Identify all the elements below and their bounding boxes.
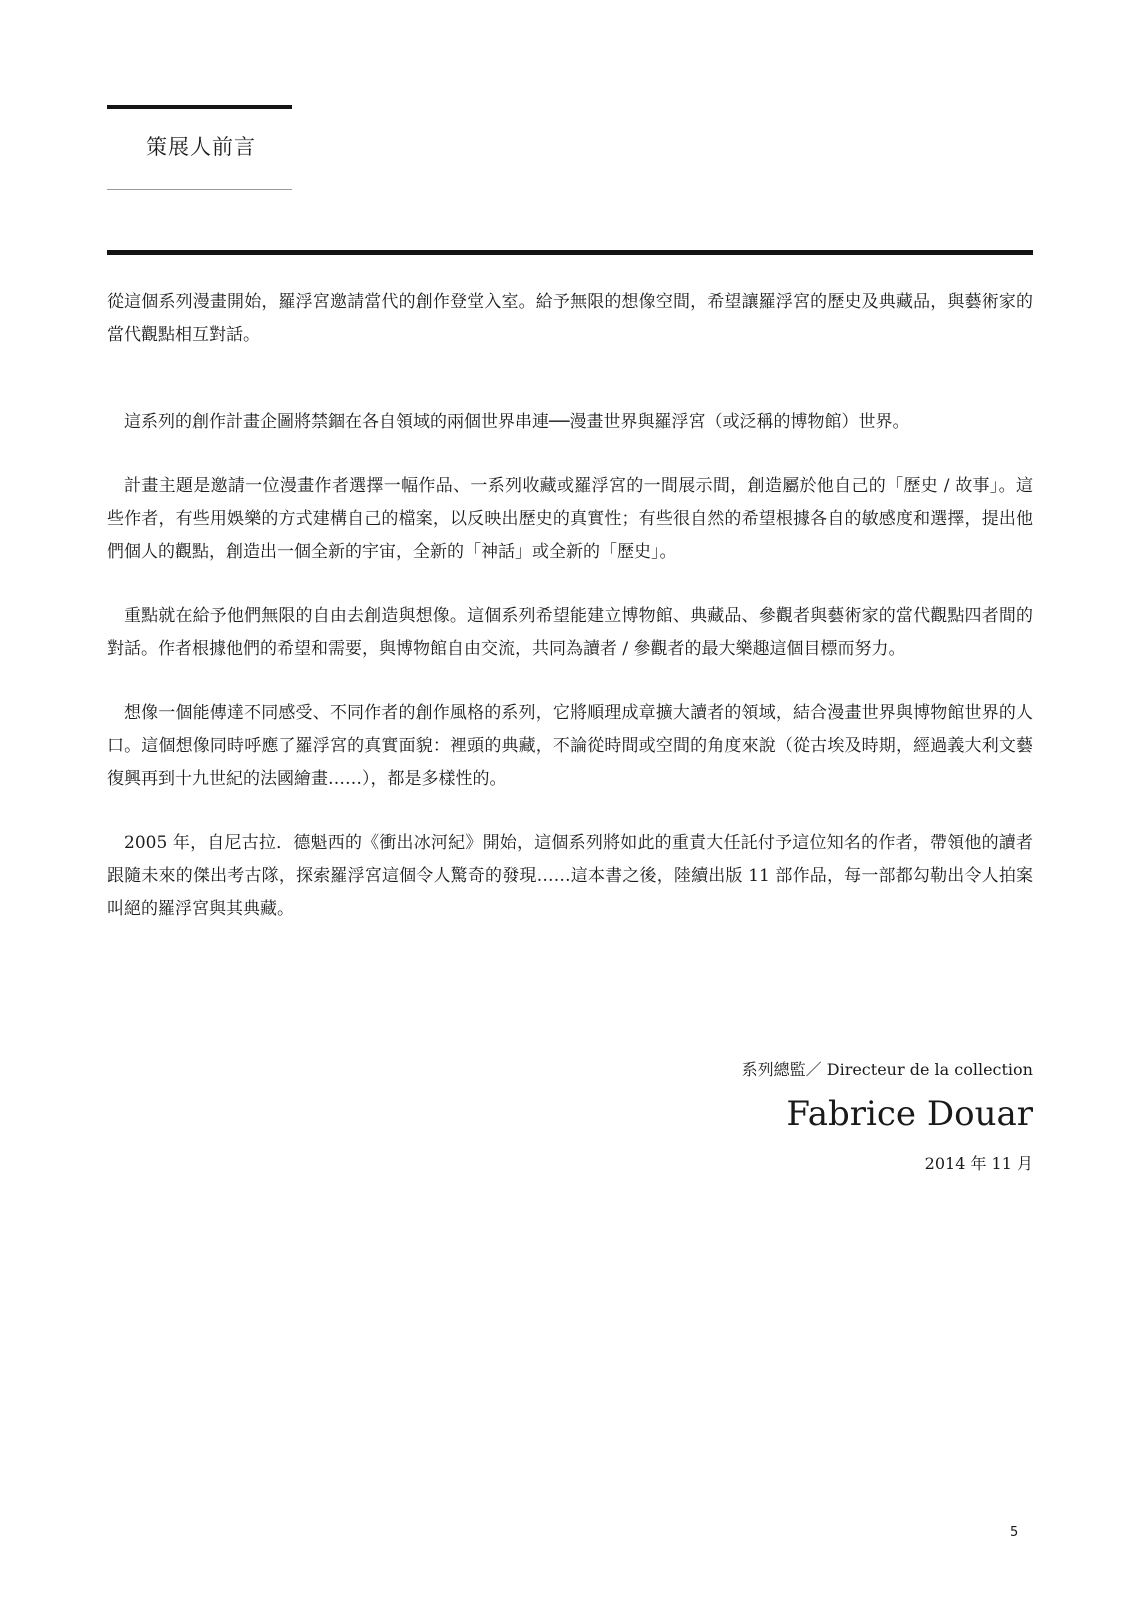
intro-paragraph: 從這個系列漫畫開始，羅浮宮邀請當代的創作登堂入室。給予無限的想像空間，希望讓羅浮宮的歷史及典藏品，與藝術家的當代觀點相互對話。 [107,292,1033,345]
signature-block [742,1058,1033,1176]
section-heading: 策展人前言 [146,135,256,159]
heading-top-rule [107,105,292,109]
signature-date: 2014 年 11 月 [924,1154,1033,1173]
paragraph: 計畫主題是邀請一位漫畫作者選擇一幅作品、一系列收藏或羅浮宮的一間展示間，創造屬於他自己的「歷史 / 故事」。這些作者，有些用娛樂的方式建構自己的檔案，以反映出歷史的真實性；有些很自然的希望根據各自的敏感度和選擇，提出他們個人的觀點，創造出一個全新的宇宙，全新的「神話」或全新的「歷史」。 [107,476,1033,562]
paragraph: 2005 年，自尼古拉．德魁西的《衝出冰河紀》開始，這個系列將如此的重責大任託付予這位知名的作者，帶領他的讀者跟隨未來的傑出考古隊，探索羅浮宮這個令人驚奇的發現……這本書之後，陸續出版 11 部作品，每一部都勾勒出令人拍案叫絕的羅浮宮與其典藏。 [107,833,1033,919]
signature-role: 系列總監／ Directeur de la collection [741,1060,1033,1079]
heading-bottom-rule [107,189,292,190]
main-divider-rule [107,250,1033,255]
paragraph: 想像一個能傳達不同感受、不同作者的創作風格的系列，它將順理成章擴大讀者的領域，結合漫畫世界與博物館世界的人口。這個想像同時呼應了羅浮宮的真實面貌：裡頭的典藏，不論從時間或空間的角度來說（從古埃及時期，經過義大利文藝復興再到十九世紀的法國繪畫……），都是多樣性的。 [107,703,1033,789]
paragraph: 這系列的創作計畫企圖將禁錮在各自領域的兩個世界串連──漫畫世界與羅浮宮（或泛稱的博物館）世界。 [124,412,910,432]
body-text [107,286,1033,926]
signature-name: Fabrice Douar [786,1094,1033,1134]
page-number: 5 [1010,1525,1019,1540]
paragraph: 重點就在給予他們無限的自由去創造與想像。這個系列希望能建立博物館、典藏品、參觀者與藝術家的當代觀點四者間的對話。作者根據他們的希望和需要，與博物館自由交流，共同為讀者 / 參觀者的最大樂趣這個目標而努力。 [107,606,1033,659]
